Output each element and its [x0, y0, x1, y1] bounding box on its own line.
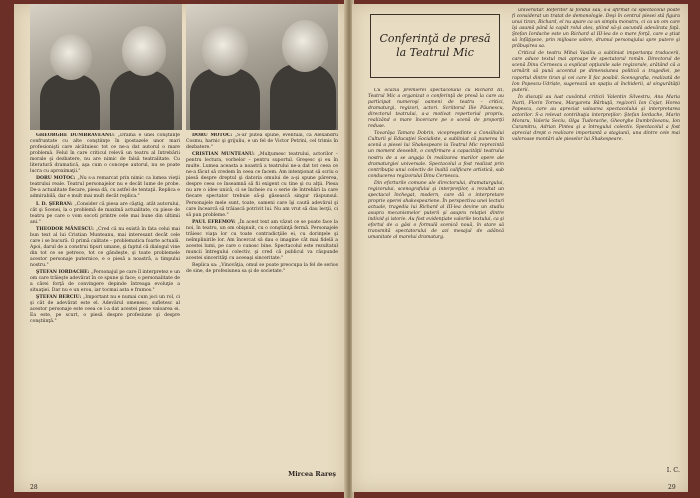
- interview-paragraph: [186, 133, 338, 151]
- speaker-name: I. D. ŞERBAN:: [36, 201, 75, 207]
- article-title-box: [370, 14, 500, 78]
- article-title-line-2: la Teatrul Mic: [396, 46, 474, 59]
- speaker-name: PAUL EFREMOV:: [192, 219, 238, 225]
- interview-paragraph: [30, 133, 180, 175]
- speaker-text: „S-ar putea spune, eventual, că Alexandru Cosmu, harnic şi grijuliu, e un fel de Victor Petrini, cel trimis în dezbatere.": [186, 133, 338, 151]
- speaker-text: „În acest text am văzut ce se poate face la noi, în teatru, un om obişnuit, cu o conştiinţă fermă. Personajele trăiesc viaţa lor cu toate contradicţiile ei, cu dorinţele şi neîmplinirile lor. Am încercat să dau o imagine cât mai fidelă a acestei lumi, pe care o cunosc bine. Spectacolul este rezultatul muncii întregului colectiv, şi cred că publicul va răspunde acestei sincerităţi cu aceeaşi sinceritate.": [186, 219, 338, 261]
- speaker-name: GHEORGHE DUMBRĂVEANU:: [36, 133, 118, 138]
- article-paragraph: Cu ocazia premierei spectacolului cu Richard III, Teatrul Mic a organizat o conferinţă de presă la care au participat numeroşi oameni de teatru – critici, dramaturgi, regizori, actori. Scriitorul Ilie Păunescu, directorul teatrului, a-a motivat repertoriul propriu, realizând o mare încercare pe o scenă de proporţii reduse.: [368, 88, 504, 130]
- page-number-left: 28: [30, 484, 38, 491]
- interview-paragraph: [30, 270, 180, 294]
- speaker-name: CRISTIAN MUNTEANU:: [192, 152, 258, 158]
- article-paragraph: Din eforturile comune ale directorului, dramaturgului, regizorului, scenografului şi interpreţilor, a rezultat un spectacol închegat, modern, care dă o interpretare proprie operei shakespeariene. În perspectiva unei lecturi actuale, tragedia lui Richard al III-lea devine un studiu asupra mecanismelor puterii şi asupra relaţiei dintre individ şi istorie. Au fost evidenţiate valorile textului, ca şi efortul de a găsi o formulă scenică nouă, în stare să transmită spectatorului de azi mesajul de adâncă umanitate al marelui dramaturg.: [368, 180, 504, 241]
- speaker-name: THEODOR MĂNESCU:: [36, 226, 96, 232]
- interview-paragraph: [30, 202, 180, 226]
- photo-actors-left: [30, 4, 182, 130]
- interview-paragraph: [30, 176, 180, 200]
- speaker-name: DORU MOTOC:: [192, 133, 235, 138]
- article-author-initials: I. C.: [666, 466, 680, 474]
- speaker-name: ŞTEFAN BERCIU:: [36, 295, 83, 301]
- article-paragraph: Tovarăşa Tamara Dobrin, vicepreşedinte a Consiliului Culturii şi Educaţiei Socialiste, a subliniat că punerea în scenă a piesei lui Shakespeare la Teatrul Mic reprezintă un moment deosebit, o confirmare a capacităţii teatrului nostru de a se angaja în realizarea marilor opere ale dramaturgiei universale. Spectacolul a fost realizat prin contribuţia unui colectiv de înaltă calificare artistică, sub conducerea regizorului Dinu Cernescu.: [368, 131, 504, 179]
- left-column-2: [186, 133, 338, 463]
- photo-actors-right: [186, 4, 338, 130]
- speaker-text: „Mulţumesc teatrului, actorilor – pentru lectura, vorbelor – pentru suportul. Greşesc şi eu în multe. Lumea aceasta a noastră a teatrului ne-a dat tot ceea ce ne-a făcut să credem în ceea ce facem. Am intenţionat să scriu o piesă despre dreptul şi datoria omului de a-şi spune părerea, despre ceea ce înseamnă să fii exigent cu tine şi cu alţii. Piesa nu are o idee unică, ci se încheie cu o serie de întrebări la care fiecare spectator trebuie să-şi găsească singur răspunsul. Personajele mele sunt, toate, oameni care îşi caută adevărul şi care încearcă să trăiască potrivit lui. Nu am vrut să dau lecţii, ci să pun probleme.": [186, 152, 338, 218]
- article-paragraph: Criticul de teatru Mihai Vasiliu a subliniat importanţa traducerii, care aduce textul mai aproape de spectatorul român. Directorul de scenă Dinu Cernescu a explicat opţiunile sale regizorale, arătând că a urmărit să pună accentul pe dimensiunea politică a tragediei, pe raportul dintre tiran şi cei care îl fac posibil. Scenografia, realizată de Ion Popescu-Udriște, sugerează un spaţiu al închiderii, al singurătăţii puterii.: [512, 51, 680, 93]
- interview-paragraph: [30, 295, 180, 325]
- left-column-1: [30, 133, 180, 481]
- speaker-text: „Personajul pe care îl interpretez e un om care trăieşte adevărat în ce spune şi face; o personalitate de a cărei forţă de convingere depinde întreaga evoluţie a situaţiei. Dar nu e un erou, iar tocmai asta e frumos.": [30, 270, 180, 294]
- interview-paragraph: [30, 227, 180, 269]
- article-paragraph: În discuţii au luat cuvântul criticii Valentin Silvestru, Ana Maria Narti, Florin Tornea, Margareta Bărbuţă, regizorii Ion Cojar, Horea Popescu, care au apreciat valoarea spectacolului şi interpretarea actorilor. S-a relevat contribuţia interpreţilor: Ştefan Iordache, Marin Moraru, Valeria Seciu, Olga Tudorache, Gheorghe Dumbrăveanu, Ion Caramitru, Adrian Pintea şi a întregului colectiv. Spectacolul a fost apreciat drept o realizare importantă a stagiunii, una dintre cele mai valoroase montări ale pieselor lui Shakespeare.: [512, 94, 680, 142]
- speaker-text: „Important nu e numai cum joci un rol, ci şi cât de adevărat este el. Adevărul omenesc, sufletesc al acestor personaje este ceea ce i-a dat acestei piese valoarea ei. Ea este, pe scurt, o piesă despre profesiune şi despre conştiinţă.": [30, 295, 180, 325]
- speaker-text: „Drama e unei conştiinţe confruntate cu alte conştiinţe în ipostazele unor mari profesionişti care alcătuiesc tot ce ne-a dat autorul o mare problemă. Felul în care criticul relevă un teatru al întrebării morale şi dezbatere, nu are nimic de falsă teatralitate. Cu literatură dramatică, aşa cum o concepe autorul, nu se poate lucra cu aproximaţii.": [30, 133, 180, 175]
- interview-paragraph: [186, 152, 338, 219]
- article-paragraph: universitar. Referitor la fondul său, s-a afirmat că spectacolul poate fi considerat un tratat de demonologie. Deşi în centrul piesei stă figura unui tiran, Richard, el nu apare ca un simplu monstru, ci ca un om care îşi asumă până la capăt rolul ales, ştiind să-şi ascundă adevărata faţă. Ştefan Iordache este un Richard al III-lea de o mare forţă, care a ştiut să înfăţişeze, prin mijloace sobre, drumul personajului spre putere şi prăbuşirea sa.: [512, 8, 680, 50]
- article-title-line-1: Conferinţă de presă: [379, 32, 491, 45]
- interview-paragraph: [186, 220, 338, 262]
- speaker-text: „Cred că nu există în fata celui mai bun text al lui Cristian Munteanu, mai interesant decât cele care i se bucură. O primă calitate – problematica foarte actuală. Apoi, darul de a construi tipuri umane, şi faptul că dialogul vine din tot ce se petrece, tot ce gândeşte, şi toate problemele acestor personaje puternice, e o piesă a noastră, a timpului nostru.": [30, 226, 180, 268]
- speaker-name: ŞTEFAN IORDACHE:: [36, 270, 91, 276]
- right-column-2: [512, 8, 680, 460]
- speaker-text: „Nu s-a remarcat prin nimic ca lumea vieţii teatrului reale. Teatrul personajelor nu e decât lume de probe. De-a actualitate fiecare, piesa dă, cu astfel de tentaţii. Replica e admirabilă, dar e mult mai mult decât replica.": [30, 176, 180, 200]
- right-column-1: [368, 88, 504, 482]
- article-signature: Mircea Rareș: [288, 470, 336, 478]
- interview-paragraph: [186, 263, 338, 275]
- page-number-right: 29: [668, 484, 676, 491]
- speaker-text: Replica sa: „Vinovăţia, omul se poate preocupa la fel de serios de sine, de profesiunea sa şi de societate.": [186, 262, 338, 275]
- speaker-text: „Consider că piesa are câştig, atât autorului, cât şi Scenei, la o problemă de maximă actualitate, cu piese de teatru pe care o vom socoti printre cele mai bune din ultimii ani.": [30, 201, 180, 225]
- speaker-name: DORU MOTOC:: [36, 176, 78, 182]
